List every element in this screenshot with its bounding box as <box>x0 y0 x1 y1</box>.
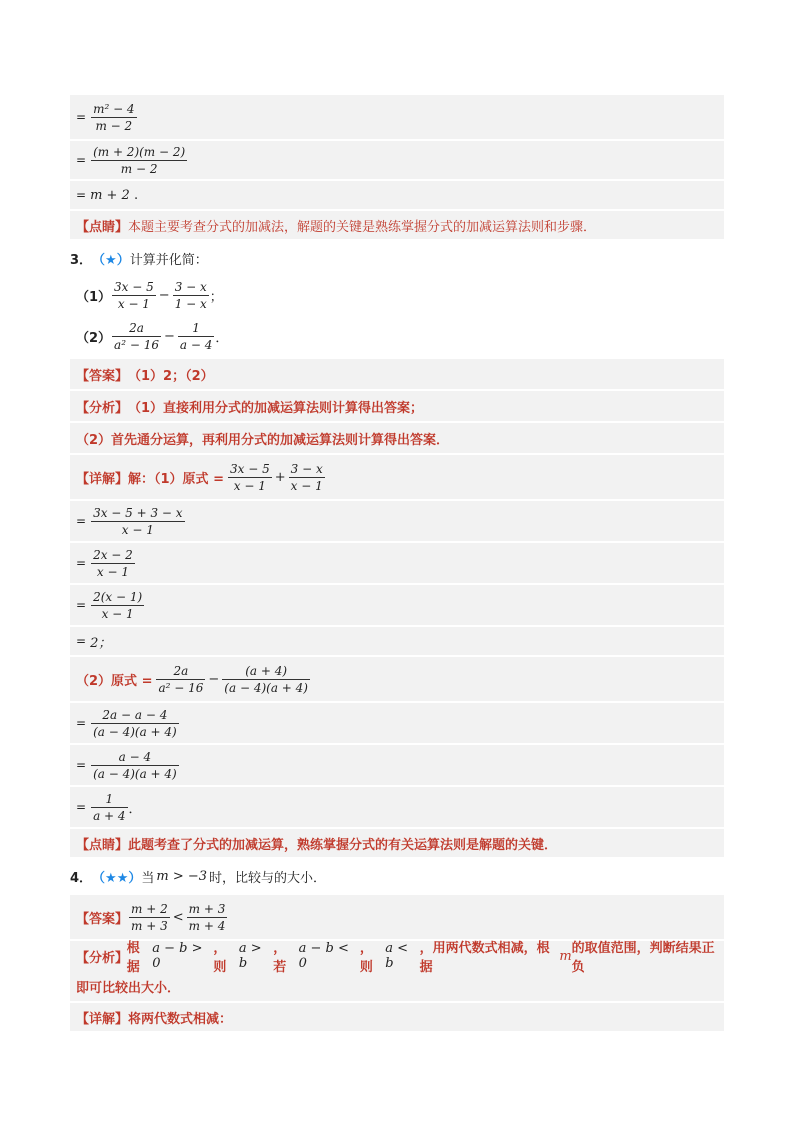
analysis-text: 即可比较出大小． <box>76 980 181 996</box>
fraction <box>91 707 179 740</box>
detail-tag: 【详解】 <box>76 471 129 487</box>
question-title-b: 时，比较与的大小． <box>209 870 327 886</box>
denominator: a² − 16 <box>158 680 204 695</box>
minus-sign: − <box>163 328 175 344</box>
numerator: m² − 4 <box>93 101 135 116</box>
analysis-row <box>70 941 724 975</box>
denominator: 1 − x <box>174 296 207 311</box>
answer-row <box>70 359 724 389</box>
difficulty-stars: （★★） <box>92 870 142 886</box>
detail-intro: （2）原式 = <box>76 673 153 689</box>
denominator: m − 2 <box>120 161 158 176</box>
fraction <box>222 663 310 696</box>
numerator: 3 − x <box>290 461 323 476</box>
equals-sign: = <box>76 716 87 730</box>
equals-sign: = <box>76 598 87 612</box>
equals-sign: = <box>76 556 87 570</box>
period: . <box>129 187 139 203</box>
dianjing-row <box>70 829 724 857</box>
denominator: a² − 16 <box>114 337 159 352</box>
fraction <box>173 279 209 312</box>
question-number: 4． <box>70 870 93 886</box>
fraction <box>187 901 228 934</box>
denominator: x − 1 <box>117 296 150 311</box>
numerator: (a + 4) <box>245 663 288 678</box>
expression: m + 2 <box>90 187 130 203</box>
math-inline: a − b < 0 <box>298 941 349 971</box>
analysis-tag: 【分析】 <box>76 950 129 966</box>
analysis-tag: 【分析】 <box>76 400 129 416</box>
denominator: (a − 4)(a + 4) <box>93 724 177 739</box>
denominator: (a − 4)(a + 4) <box>93 766 177 781</box>
question-number: 3． <box>70 252 93 268</box>
denominator: m + 4 <box>188 918 226 933</box>
numerator: 3x − 5 <box>229 461 270 476</box>
fraction <box>289 461 325 494</box>
answer-row <box>70 895 724 939</box>
dianjing-text: 本题主要考查分式的加减法，解题的关键是熟练掌握分式的加减运算法则和步骤． <box>128 219 597 235</box>
denominator: x − 1 <box>233 478 266 493</box>
analysis-text: ，用两代数式相减，根据 <box>419 941 550 975</box>
denominator: x − 1 <box>101 606 134 621</box>
analysis-row-2 <box>70 423 724 453</box>
part-label: （1） <box>76 289 112 305</box>
equals-sign: = <box>76 758 87 772</box>
answer-tag: 【答案】 <box>76 368 129 384</box>
solution-step <box>70 95 724 139</box>
solution-step <box>70 703 724 743</box>
question-title: 计算并化简： <box>129 252 208 268</box>
fraction <box>112 320 161 353</box>
answer-tag: 【答案】 <box>76 911 129 927</box>
equals-sign: = <box>76 188 87 202</box>
math-inline: a − b > 0 <box>152 941 203 971</box>
numerator: m + 3 <box>188 901 226 916</box>
question-3-header <box>70 241 724 275</box>
numerator: (m + 2)(m − 2) <box>93 144 186 159</box>
numerator: 2x − 2 <box>93 547 133 562</box>
detail-row <box>70 455 724 499</box>
numerator: m + 2 <box>131 901 168 916</box>
dianjing-tag: 【点睛】 <box>76 837 129 853</box>
equals-sign: = <box>76 800 87 814</box>
numerator: 2(x − 1) <box>93 589 143 604</box>
question-part-1 <box>70 275 724 315</box>
analysis-text: ，若 <box>273 941 287 975</box>
equals-sign: = <box>76 153 87 167</box>
analysis-row-2 <box>70 971 724 1001</box>
solution-step <box>70 141 724 179</box>
question-4-header <box>70 859 724 893</box>
condition: m > −3 <box>156 868 208 884</box>
denominator: (a − 4)(a + 4) <box>224 680 308 695</box>
dianjing-text: 此题考查了分式的加减运算，熟练掌握分式的有关运算法则是解题的关键． <box>128 837 558 853</box>
difficulty-stars: （★） <box>92 252 130 268</box>
denominator: a − 4 <box>179 337 213 352</box>
answer-text: （1）2；（2） <box>128 368 214 384</box>
denominator: m − 2 <box>95 118 133 133</box>
punctuation: ． <box>215 330 229 346</box>
fraction <box>91 101 137 134</box>
analysis-text: 的取值范围，判断结果正负 <box>571 941 715 975</box>
analysis-text: 根据 <box>126 941 140 975</box>
analysis-text: ，则 <box>359 941 373 975</box>
equals-sign: = <box>76 514 87 528</box>
math-inline: m <box>559 948 572 964</box>
minus-sign: − <box>158 287 170 303</box>
plus-sign: + <box>274 469 286 485</box>
denominator: m + 3 <box>131 918 168 933</box>
question-title-a: 当 <box>141 870 155 886</box>
solution-step <box>70 627 724 655</box>
denominator: x − 1 <box>121 522 154 537</box>
fraction <box>228 461 272 494</box>
analysis-text: （1）直接利用分式的加减运算法则计算得出答案； <box>128 400 424 416</box>
numerator: 2a − a − 4 <box>102 707 168 722</box>
expression: 2； <box>90 635 112 651</box>
fraction <box>91 749 179 782</box>
detail-row <box>70 1003 724 1031</box>
denominator: x − 1 <box>290 478 323 493</box>
fraction <box>112 279 156 312</box>
fraction <box>91 589 144 622</box>
detail-text: 将两代数式相减： <box>128 1011 233 1027</box>
fraction <box>178 320 214 353</box>
math-inline: a > b <box>238 941 262 971</box>
solution-step <box>70 787 724 827</box>
analysis-row <box>70 391 724 421</box>
numerator: 3 − x <box>174 279 207 294</box>
numerator: 1 <box>105 791 114 806</box>
detail-tag: 【详解】 <box>76 1011 129 1027</box>
numerator: 1 <box>192 320 200 335</box>
fraction <box>156 663 205 696</box>
less-than-sign: < <box>172 909 184 925</box>
solution-step <box>70 745 724 785</box>
dianjing-tag: 【点睛】 <box>76 219 129 235</box>
fraction <box>91 505 185 538</box>
punctuation: ； <box>209 289 223 305</box>
part-label: （2） <box>76 330 112 346</box>
solution-step <box>70 585 724 625</box>
numerator: 3x − 5 <box>114 279 154 294</box>
numerator: 3x − 5 + 3 − x <box>93 505 183 520</box>
fraction <box>91 547 135 580</box>
document-page <box>70 95 724 1031</box>
detail-part-2 <box>70 657 724 701</box>
fraction <box>91 791 127 824</box>
minus-sign: − <box>208 671 220 687</box>
numerator: 2a <box>173 663 189 678</box>
punctuation: ． <box>128 801 142 817</box>
equals-sign: = <box>76 110 87 124</box>
denominator: a + 4 <box>93 808 126 823</box>
detail-intro: 解：（1）原式 = <box>128 471 224 487</box>
analysis-text: ，则 <box>213 941 227 975</box>
equals-sign: = <box>76 634 87 648</box>
solution-step <box>70 543 724 583</box>
dianjing-row <box>70 211 724 239</box>
denominator: x − 1 <box>96 564 129 579</box>
math-inline: a < b <box>385 941 409 971</box>
numerator: 2a <box>129 320 144 335</box>
solution-step <box>70 181 724 209</box>
question-part-2 <box>70 315 724 357</box>
fraction <box>129 901 170 934</box>
fraction <box>91 144 187 177</box>
solution-step <box>70 501 724 541</box>
numerator: a − 4 <box>118 749 152 764</box>
analysis-text: （2）首先通分运算，再利用分式的加减运算法则计算得出答案． <box>76 432 450 448</box>
